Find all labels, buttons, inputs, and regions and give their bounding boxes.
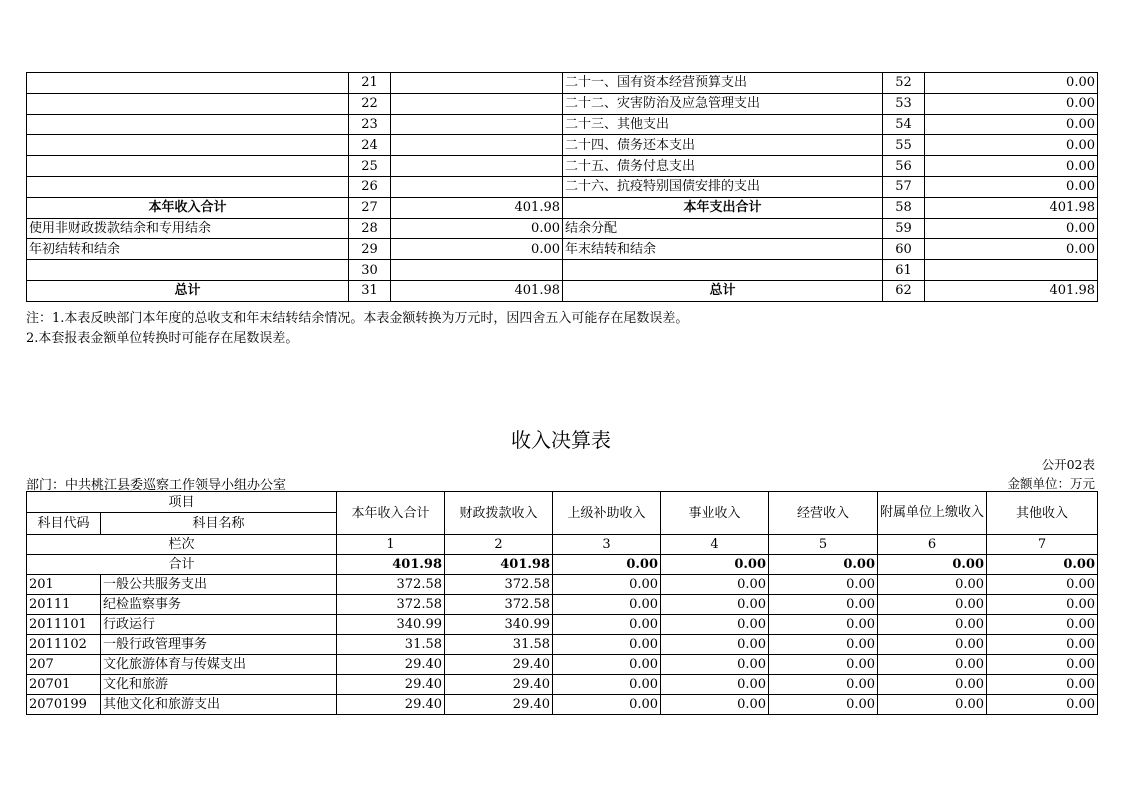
amount-cell: 0.00 (553, 695, 661, 715)
table-row (27, 575, 1098, 595)
expense-line-number: 56 (883, 156, 925, 177)
column-number: 5 (769, 535, 878, 555)
income-line-number: 23 (349, 114, 391, 135)
income-amount: 401.98 (391, 197, 563, 218)
summary-row (27, 280, 1098, 301)
column-number: 3 (553, 535, 661, 555)
total-value: 0.00 (878, 555, 987, 575)
amount-cell: 0.00 (987, 655, 1098, 675)
department-label: 部门：中共桃江县委巡察工作领导小组办公室 (26, 478, 287, 493)
form-code: 公开02表 (1041, 457, 1095, 472)
amount-cell: 340.99 (337, 615, 445, 635)
amount-cell: 340.99 (445, 615, 553, 635)
income-line-number: 31 (349, 280, 391, 301)
subject-name: 行政运行 (101, 615, 337, 635)
income-item-name (27, 135, 349, 156)
expense-item-name: 二十五、债务付息支出 (563, 156, 883, 177)
income-line-number: 22 (349, 93, 391, 114)
expense-line-number: 53 (883, 93, 925, 114)
income-line-number: 25 (349, 156, 391, 177)
expense-amount: 0.00 (925, 218, 1098, 239)
header-code: 科目代码 (27, 513, 101, 535)
income-line-number: 28 (349, 218, 391, 239)
summary-table-body (27, 73, 1098, 302)
amount-cell: 372.58 (337, 575, 445, 595)
table-row (27, 675, 1098, 695)
amount-cell: 0.00 (661, 695, 769, 715)
expense-item-name: 二十六、抗疫特别国债安排的支出 (563, 176, 883, 197)
expense-item-name: 二十二、灾害防治及应急管理支出 (563, 93, 883, 114)
amount-cell: 0.00 (661, 615, 769, 635)
amount-cell: 31.58 (445, 635, 553, 655)
amount-cell: 0.00 (987, 695, 1098, 715)
amount-cell: 0.00 (878, 575, 987, 595)
subject-code: 207 (27, 655, 101, 675)
amount-cell: 0.00 (987, 615, 1098, 635)
income-line-number: 30 (349, 260, 391, 281)
income-item-name: 本年收入合计 (27, 197, 349, 218)
summary-row (27, 93, 1098, 114)
column-number: 1 (337, 535, 445, 555)
table-row (27, 695, 1098, 715)
expense-item-name: 结余分配 (563, 218, 883, 239)
amount-cell: 0.00 (878, 655, 987, 675)
expense-line-number: 57 (883, 176, 925, 197)
header-col-2: 财政拨款收入 (445, 492, 553, 535)
amount-cell: 0.00 (661, 575, 769, 595)
income-item-name (27, 156, 349, 177)
subject-name: 文化旅游体育与传媒支出 (101, 655, 337, 675)
table-row (27, 615, 1098, 635)
amount-cell: 0.00 (661, 675, 769, 695)
income-item-name (27, 73, 349, 94)
total-value: 0.00 (987, 555, 1098, 575)
total-value: 0.00 (661, 555, 769, 575)
income-amount: 0.00 (391, 218, 563, 239)
total-row (27, 555, 1098, 575)
income-line-number: 21 (349, 73, 391, 94)
subject-name: 纪检监察事务 (101, 595, 337, 615)
amount-cell: 0.00 (553, 615, 661, 635)
total-value: 401.98 (445, 555, 553, 575)
expense-line-number: 62 (883, 280, 925, 301)
amount-cell: 0.00 (769, 575, 878, 595)
income-line-number: 27 (349, 197, 391, 218)
income-line-number: 26 (349, 176, 391, 197)
subject-code: 2070199 (27, 695, 101, 715)
subject-name: 其他文化和旅游支出 (101, 695, 337, 715)
summary-row (27, 218, 1098, 239)
note-line-1: 注：1.本表反映部门本年度的总收支和年末结转结余情况。本表金额转换为万元时，因四舍五入可能存在尾数误差。 (26, 311, 689, 326)
amount-cell: 0.00 (769, 655, 878, 675)
amount-cell: 0.00 (553, 655, 661, 675)
income-amount (391, 114, 563, 135)
table-row (27, 595, 1098, 615)
subject-code: 201 (27, 575, 101, 595)
column-index-label: 栏次 (27, 535, 337, 555)
table-row (27, 655, 1098, 675)
subject-code: 20701 (27, 675, 101, 695)
income-expense-summary-table (26, 72, 1098, 302)
amount-cell: 0.00 (878, 695, 987, 715)
column-index-row (27, 535, 1098, 555)
expense-amount: 0.00 (925, 239, 1098, 260)
expense-item-name: 年末结转和结余 (563, 239, 883, 260)
amount-cell: 0.00 (661, 655, 769, 675)
subject-name: 一般公共服务支出 (101, 575, 337, 595)
amount-cell: 29.40 (445, 675, 553, 695)
summary-row (27, 114, 1098, 135)
income-amount (391, 93, 563, 114)
header-col-1: 本年收入合计 (337, 492, 445, 535)
table-row (27, 635, 1098, 655)
amount-cell: 0.00 (553, 635, 661, 655)
amount-cell: 0.00 (661, 635, 769, 655)
amount-cell: 0.00 (878, 635, 987, 655)
income-amount (391, 135, 563, 156)
header-name: 科目名称 (101, 513, 337, 535)
amount-cell: 372.58 (337, 595, 445, 615)
expense-amount (925, 260, 1098, 281)
amount-unit-label: 金额单位：万元 (1007, 476, 1095, 491)
income-line-number: 24 (349, 135, 391, 156)
header-col-3: 上级补助收入 (553, 492, 661, 535)
subject-code: 2011101 (27, 615, 101, 635)
income-item-name: 使用非财政拨款结余和专用结余 (27, 218, 349, 239)
header-row-1 (27, 492, 1098, 513)
total-value: 0.00 (769, 555, 878, 575)
expense-amount: 0.00 (925, 135, 1098, 156)
summary-row (27, 197, 1098, 218)
expense-item-name: 二十四、债务还本支出 (563, 135, 883, 156)
summary-row (27, 239, 1098, 260)
amount-cell: 0.00 (769, 635, 878, 655)
expense-item-name: 本年支出合计 (563, 197, 883, 218)
income-item-name (27, 93, 349, 114)
total-value: 401.98 (337, 555, 445, 575)
expense-line-number: 55 (883, 135, 925, 156)
amount-cell: 0.00 (987, 635, 1098, 655)
expense-amount: 0.00 (925, 73, 1098, 94)
total-value: 0.00 (553, 555, 661, 575)
summary-row (27, 135, 1098, 156)
header-col-5: 经营收入 (769, 492, 878, 535)
income-table (26, 491, 1098, 715)
header-col-6: 附属单位上缴收入 (878, 492, 987, 535)
amount-cell: 0.00 (878, 675, 987, 695)
amount-cell: 0.00 (878, 615, 987, 635)
header-item: 项目 (27, 492, 337, 513)
amount-cell: 0.00 (661, 595, 769, 615)
amount-cell: 372.58 (445, 575, 553, 595)
income-line-number: 29 (349, 239, 391, 260)
expense-amount: 401.98 (925, 280, 1098, 301)
income-amount (391, 260, 563, 281)
expense-amount: 401.98 (925, 197, 1098, 218)
amount-cell: 0.00 (769, 595, 878, 615)
amount-cell: 0.00 (769, 615, 878, 635)
income-amount (391, 156, 563, 177)
expense-item-name: 二十一、国有资本经营预算支出 (563, 73, 883, 94)
income-item-name (27, 114, 349, 135)
expense-item-name: 二十三、其他支出 (563, 114, 883, 135)
amount-cell: 31.58 (337, 635, 445, 655)
income-amount: 0.00 (391, 239, 563, 260)
expense-line-number: 59 (883, 218, 925, 239)
income-amount (391, 176, 563, 197)
expense-item-name (563, 260, 883, 281)
summary-row (27, 176, 1098, 197)
income-item-name: 年初结转和结余 (27, 239, 349, 260)
subject-name: 文化和旅游 (101, 675, 337, 695)
expense-line-number: 61 (883, 260, 925, 281)
subject-code: 2011102 (27, 635, 101, 655)
header-col-4: 事业收入 (661, 492, 769, 535)
amount-cell: 29.40 (337, 675, 445, 695)
amount-cell: 0.00 (769, 695, 878, 715)
amount-cell: 0.00 (553, 675, 661, 695)
amount-cell: 0.00 (987, 675, 1098, 695)
income-item-name (27, 176, 349, 197)
amount-cell: 29.40 (337, 695, 445, 715)
subject-name: 一般行政管理事务 (101, 635, 337, 655)
expense-amount: 0.00 (925, 176, 1098, 197)
income-amount: 401.98 (391, 280, 563, 301)
column-number: 7 (987, 535, 1098, 555)
amount-cell: 0.00 (878, 595, 987, 615)
amount-cell: 372.58 (445, 595, 553, 615)
income-item-name: 总计 (27, 280, 349, 301)
subject-code: 20111 (27, 595, 101, 615)
amount-cell: 29.40 (445, 655, 553, 675)
amount-cell: 29.40 (337, 655, 445, 675)
summary-row (27, 73, 1098, 94)
total-label: 合计 (27, 555, 337, 575)
expense-line-number: 52 (883, 73, 925, 94)
page-title: 收入决算表 (511, 428, 611, 452)
amount-cell: 0.00 (987, 575, 1098, 595)
expense-line-number: 58 (883, 197, 925, 218)
expense-amount: 0.00 (925, 114, 1098, 135)
header-col-7: 其他收入 (987, 492, 1098, 535)
amount-cell: 0.00 (769, 675, 878, 695)
expense-amount: 0.00 (925, 156, 1098, 177)
expense-amount: 0.00 (925, 93, 1098, 114)
column-number: 6 (878, 535, 987, 555)
expense-line-number: 60 (883, 239, 925, 260)
amount-cell: 0.00 (987, 595, 1098, 615)
income-item-name (27, 260, 349, 281)
column-number: 2 (445, 535, 553, 555)
amount-cell: 29.40 (445, 695, 553, 715)
expense-line-number: 54 (883, 114, 925, 135)
note-line-2: 2.本套报表金额单位转换时可能存在尾数误差。 (26, 331, 299, 346)
income-table-body (27, 575, 1098, 715)
expense-item-name: 总计 (563, 280, 883, 301)
income-amount (391, 73, 563, 94)
column-number: 4 (661, 535, 769, 555)
amount-cell: 0.00 (553, 575, 661, 595)
summary-row (27, 156, 1098, 177)
amount-cell: 0.00 (553, 595, 661, 615)
summary-row (27, 260, 1098, 281)
